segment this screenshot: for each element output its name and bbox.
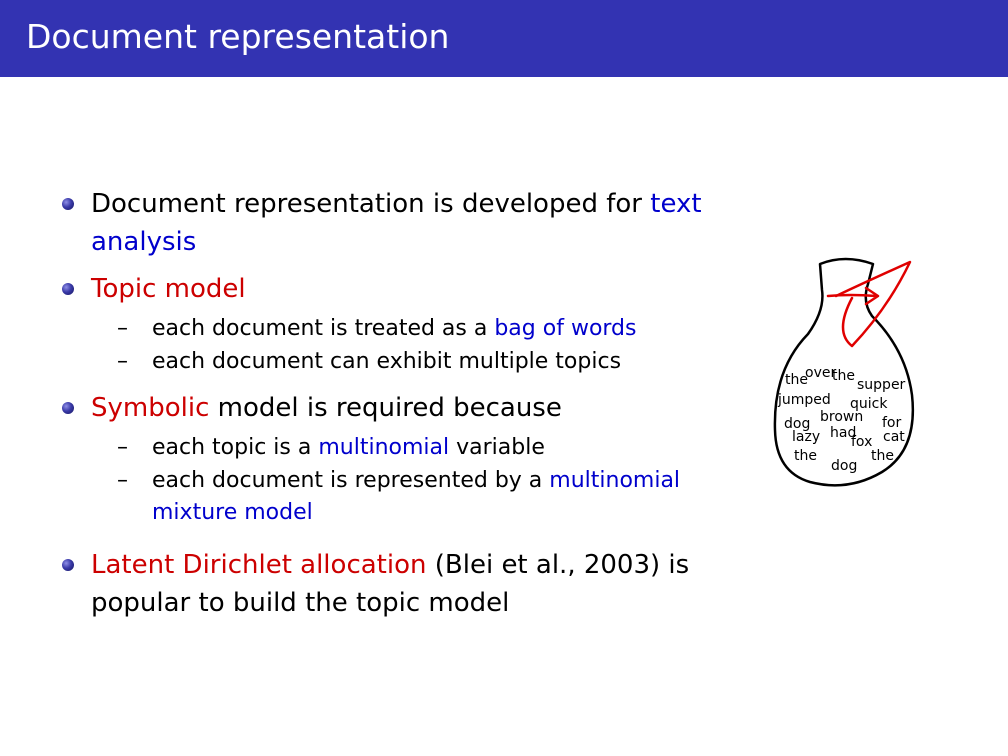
bag-word: the xyxy=(871,448,894,464)
sphere-bullet-icon xyxy=(62,283,74,295)
sub-bullet-3-2-pre: each document is represented by a xyxy=(152,468,550,493)
bag-word: the xyxy=(832,368,855,384)
bag-word: the xyxy=(794,448,817,464)
bag-word: supper xyxy=(857,377,906,393)
bullet-4-rest: (Blei et al., 2003) is xyxy=(426,550,690,580)
bullet-4-line2: popular to build the topic model xyxy=(91,588,510,618)
bag-word: the xyxy=(785,372,808,388)
sub-bullet-3-1-pre: each topic is a xyxy=(152,435,319,460)
bag-of-words-icon xyxy=(770,250,920,500)
slide-title: Document representation xyxy=(26,17,450,56)
bag-word: quick xyxy=(850,396,888,412)
bag-word: lazy xyxy=(792,429,821,445)
bullet-3-label: Symbolic xyxy=(91,393,210,423)
bag-word: dog xyxy=(831,458,858,474)
sub-bullet-3-1 xyxy=(152,435,545,461)
dash-marker: – xyxy=(117,316,128,341)
title-bar xyxy=(0,0,1008,77)
bag-word: over xyxy=(805,365,837,381)
bag-word: brown xyxy=(820,409,864,425)
bag-word: had xyxy=(830,425,857,441)
dash-marker: – xyxy=(117,349,128,374)
bag-word: fox xyxy=(851,434,873,450)
bullet-1-link-cont: analysis xyxy=(91,227,197,257)
sub-bullet-2-1-text: each document is treated as a xyxy=(152,316,495,341)
sub-bullet-2-2: each document can exhibit multiple topics xyxy=(152,349,622,374)
bag-word: jumped xyxy=(778,392,831,408)
dash-marker: – xyxy=(117,435,128,460)
bullet-text-1 xyxy=(91,189,702,219)
bullet-1-text: Document representation is developed for xyxy=(91,189,651,219)
sub-bullet-3-2-link: multinomial xyxy=(549,468,681,493)
sphere-bullet-icon xyxy=(62,198,74,210)
bag-word: cat xyxy=(883,429,905,445)
sphere-bullet-icon xyxy=(62,402,74,414)
sub-bullet-3-2-link-cont: mixture model xyxy=(152,500,313,525)
bullet-3-text xyxy=(91,393,562,423)
bag-word: for xyxy=(882,415,902,431)
bullet-3-rest: model is required because xyxy=(209,393,562,423)
bullet-2-label: Topic model xyxy=(91,274,246,304)
sub-bullet-2-1 xyxy=(152,316,636,342)
sphere-bullet-icon xyxy=(62,559,74,571)
sub-bullet-3-1-link: multinomial xyxy=(318,435,450,460)
sub-bullet-3-2 xyxy=(152,468,680,494)
bag-word: dog xyxy=(784,416,811,432)
bullet-1-link: text xyxy=(650,189,702,219)
sub-bullet-3-1-post: variable xyxy=(449,435,545,460)
sub-bullet-2-1-link: bag of words xyxy=(494,316,637,341)
bullet-4-text xyxy=(91,550,689,580)
dash-marker: – xyxy=(117,468,128,493)
bullet-4-label: Latent Dirichlet allocation xyxy=(91,550,427,580)
